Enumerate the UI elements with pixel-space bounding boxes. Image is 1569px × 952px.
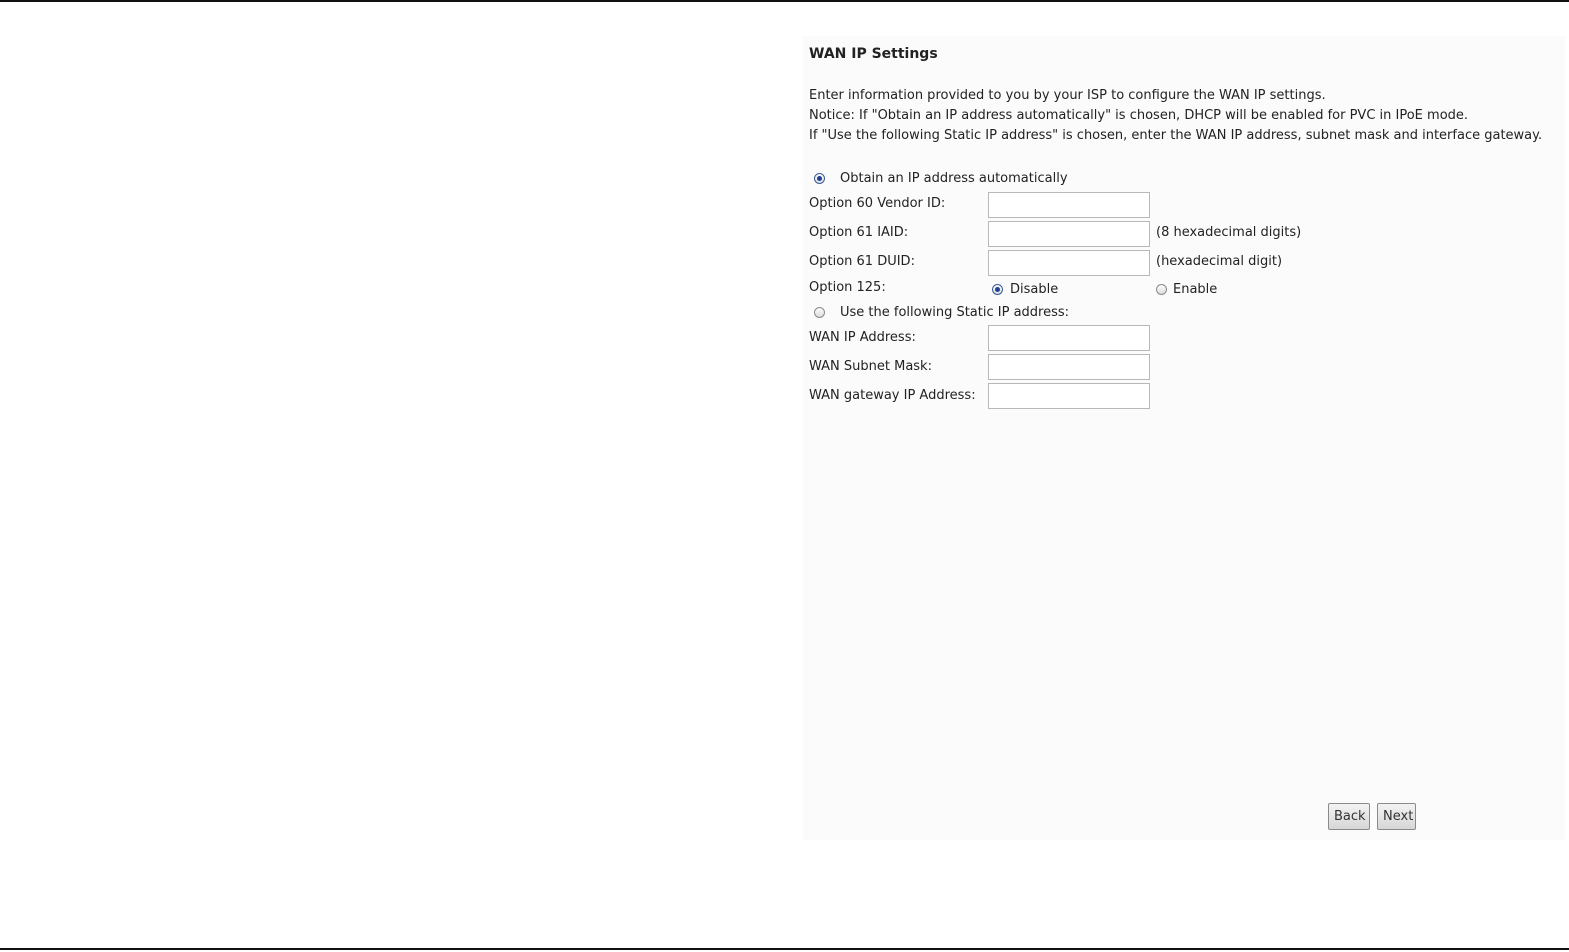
option125-disable-label: Disable <box>1010 282 1059 297</box>
wan-subnet-label: WAN Subnet Mask: <box>809 359 932 374</box>
intro-line-3: If "Use the following Static IP address" is chosen, enter the WAN IP address, subnet mask and interface gateway. <box>809 128 1543 143</box>
bottom-divider <box>0 948 1569 950</box>
option60-vendor-id-input[interactable] <box>988 192 1150 218</box>
wan-gateway-label: WAN gateway IP Address: <box>809 388 976 403</box>
static-ip-label: Use the following Static IP address: <box>840 305 1070 320</box>
back-button[interactable]: Back <box>1328 803 1370 830</box>
static-ip-radio[interactable] <box>814 307 825 318</box>
next-button[interactable]: Next <box>1377 803 1416 830</box>
option61-iaid-hint: (8 hexadecimal digits) <box>1156 225 1302 240</box>
intro-line-2: Notice: If "Obtain an IP address automatically" is chosen, DHCP will be enabled for PVC in IPoE mode. <box>809 108 1469 123</box>
option60-label: Option 60 Vendor ID: <box>809 196 946 211</box>
wan-ip-input[interactable] <box>988 325 1150 351</box>
option125-disable-radio[interactable] <box>992 284 1003 295</box>
option125-label: Option 125: <box>809 280 886 295</box>
top-divider <box>0 0 1569 2</box>
obtain-auto-label: Obtain an IP address automatically <box>840 171 1068 186</box>
obtain-auto-radio[interactable] <box>814 173 825 184</box>
page-title: WAN IP Settings <box>809 46 938 62</box>
option61-duid-hint: (hexadecimal digit) <box>1156 254 1283 269</box>
option61-iaid-input[interactable] <box>988 221 1150 247</box>
wan-gateway-input[interactable] <box>988 383 1150 409</box>
option61-iaid-label: Option 61 IAID: <box>809 225 909 240</box>
wan-subnet-input[interactable] <box>988 354 1150 380</box>
option125-enable-label: Enable <box>1173 282 1218 297</box>
option61-duid-input[interactable] <box>988 250 1150 276</box>
intro-line-1: Enter information provided to you by your ISP to configure the WAN IP settings. <box>809 88 1326 103</box>
content-panel <box>803 36 1565 840</box>
wan-ip-label: WAN IP Address: <box>809 330 916 345</box>
option61-duid-label: Option 61 DUID: <box>809 254 915 269</box>
option125-enable-radio[interactable] <box>1156 284 1167 295</box>
